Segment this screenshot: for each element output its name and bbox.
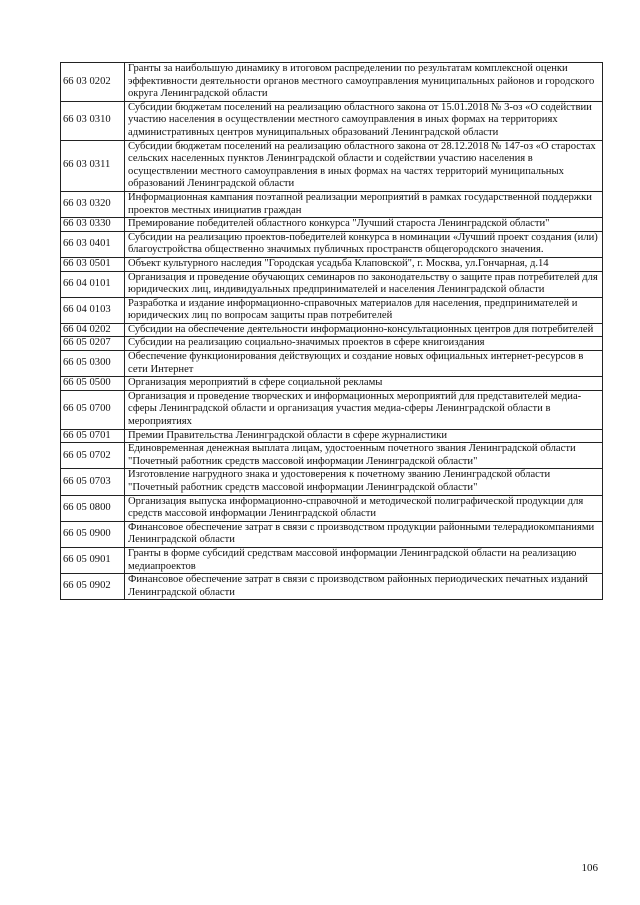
table-row xyxy=(61,351,603,377)
row-code: 66 03 0310 xyxy=(61,101,125,140)
row-code: 66 05 0902 xyxy=(61,574,125,600)
row-description: Субсидии бюджетам поселений на реализацию областного закона от 15.01.2018 № 3-оз «О содействии участию населения в осуществлении местного самоуправления в иных формах на территориях административных центров муниципальных образований Ленинградской области xyxy=(125,101,603,140)
row-code: 66 03 0202 xyxy=(61,63,125,102)
row-code: 66 04 0103 xyxy=(61,297,125,323)
budget-codes-body xyxy=(61,63,603,600)
row-code: 66 05 0700 xyxy=(61,390,125,429)
page-number: 106 xyxy=(581,862,598,874)
table-row xyxy=(61,101,603,140)
row-description: Организация выпуска информационно-справочной и методической полиграфической продукции для средств массовой информации Ленинградской области xyxy=(125,495,603,521)
table-row xyxy=(61,257,603,271)
table-row xyxy=(61,297,603,323)
row-description: Премирование победителей областного конкурса "Лучший староста Ленинградской области" xyxy=(125,218,603,232)
row-description: Гранты за наибольшую динамику в итоговом распределении по результатам комплексной оценки эффективности деятельности органов местного самоуправления муниципальных районов и городского округа Ленинградской области xyxy=(125,63,603,102)
row-description: Единовременная денежная выплата лицам, удостоенным почетного звания Ленинградской области "Почетный работник средств массовой информации Ленинградской области" xyxy=(125,443,603,469)
table-row xyxy=(61,521,603,547)
row-code: 66 03 0501 xyxy=(61,257,125,271)
table-row xyxy=(61,495,603,521)
table-row xyxy=(61,377,603,391)
table-row xyxy=(61,218,603,232)
row-code: 66 05 0800 xyxy=(61,495,125,521)
row-code: 66 05 0207 xyxy=(61,337,125,351)
table-row xyxy=(61,140,603,191)
table-row xyxy=(61,429,603,443)
row-code: 66 05 0901 xyxy=(61,547,125,573)
row-description: Субсидии бюджетам поселений на реализацию областного закона от 28.12.2018 № 147-оз «О старостах сельских населенных пунктов Ленинградской области и содействии участию населения в осуществлении местного самоуправления в иных формах на частях территорий муниципальных образований Ленинградской области xyxy=(125,140,603,191)
table-row xyxy=(61,63,603,102)
table-row xyxy=(61,337,603,351)
row-description: Субсидии на реализацию социально-значимых проектов в сфере книгоиздания xyxy=(125,337,603,351)
table-row xyxy=(61,390,603,429)
row-code: 66 03 0330 xyxy=(61,218,125,232)
row-description: Финансовое обеспечение затрат в связи с производством районных периодических печатных изданий Ленинградской области xyxy=(125,574,603,600)
row-description: Обеспечение функционирования действующих и создание новых официальных интернет-ресурсов в сети Интернет xyxy=(125,351,603,377)
row-description: Финансовое обеспечение затрат в связи с производством продукции районными телерадиокомпаниями Ленинградской области xyxy=(125,521,603,547)
row-code: 66 03 0401 xyxy=(61,231,125,257)
budget-codes-table xyxy=(60,62,603,600)
table-row xyxy=(61,323,603,337)
row-description: Организация и проведение творческих и информационных мероприятий для представителей медиа-сферы Ленинградской области и организация участия медиа-сферы Ленинградской области в мероприятиях xyxy=(125,390,603,429)
row-code: 66 04 0101 xyxy=(61,271,125,297)
table-row xyxy=(61,547,603,573)
table-row xyxy=(61,469,603,495)
table-row xyxy=(61,574,603,600)
table-row xyxy=(61,443,603,469)
row-code: 66 05 0702 xyxy=(61,443,125,469)
row-description: Разработка и издание информационно-справочных материалов для населения, предпринимателей и юридических лиц по вопросам защиты прав потребителей xyxy=(125,297,603,323)
row-code: 66 05 0703 xyxy=(61,469,125,495)
row-code: 66 05 0500 xyxy=(61,377,125,391)
row-code: 66 03 0320 xyxy=(61,191,125,217)
row-description: Премии Правительства Ленинградской области в сфере журналистики xyxy=(125,429,603,443)
table-row xyxy=(61,231,603,257)
row-code: 66 03 0311 xyxy=(61,140,125,191)
row-code: 66 04 0202 xyxy=(61,323,125,337)
table-row xyxy=(61,191,603,217)
row-code: 66 05 0900 xyxy=(61,521,125,547)
row-description: Субсидии на реализацию проектов-победителей конкурса в номинации «Лучший проект создания (или) благоустройства общественно значимых публичных пространств общегородского значения. xyxy=(125,231,603,257)
row-description: Изготовление нагрудного знака и удостоверения к почетному званию Ленинградской области "Почетный работник средств массовой информации Ленинградской области" xyxy=(125,469,603,495)
row-description: Объект культурного наследия "Городская усадьба Клаповской", г. Москва, ул.Гончарная, д.14 xyxy=(125,257,603,271)
row-description: Организация мероприятий в сфере социальной рекламы xyxy=(125,377,603,391)
row-code: 66 05 0300 xyxy=(61,351,125,377)
row-description: Информационная кампания поэтапной реализации мероприятий в рамках государственной поддержки проектов местных инициатив граждан xyxy=(125,191,603,217)
table-row xyxy=(61,271,603,297)
row-description: Гранты в форме субсидий средствам массовой информации Ленинградской области на реализацию медиапроектов xyxy=(125,547,603,573)
row-description: Субсидии на обеспечение деятельности информационно-консультационных центров для потребителей xyxy=(125,323,603,337)
row-description: Организация и проведение обучающих семинаров по законодательству о защите прав потребителей для юридических лиц, индивидуальных предпринимателей и населения Ленинградской области xyxy=(125,271,603,297)
row-code: 66 05 0701 xyxy=(61,429,125,443)
